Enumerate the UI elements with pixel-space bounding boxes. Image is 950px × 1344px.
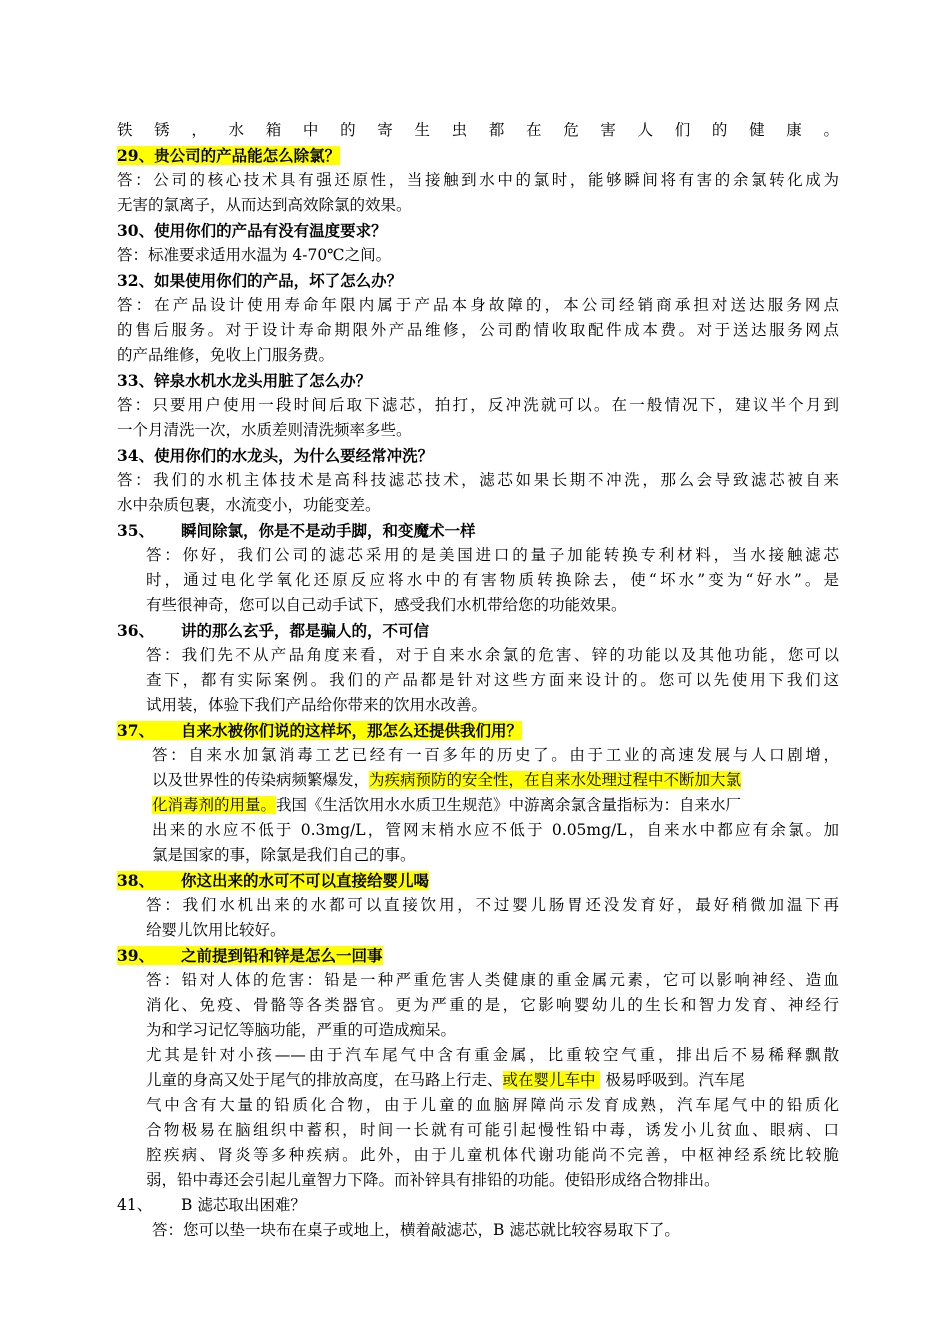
question-36 <box>117 618 839 643</box>
answer-line: 氯是国家的事，除氯是我们自己的事。 <box>152 846 416 864</box>
answer-line: 查下，都有实际案例。我们的产品都是针对这些方面来设计的。您可以先使用下我们这 <box>146 671 839 689</box>
answer-line: 合物极易在脑组织中蓄积，时间一长就有可能引起慢性铅中毒，诱发小儿贫血、眼病、口 <box>146 1121 839 1139</box>
answer-line: 的产品维修，免收上门服务费。 <box>117 346 335 364</box>
document-body <box>117 118 839 1243</box>
answer-line: 腔疾病、肾炎等多种疾病。此外，由于儿童机体代谢功能尚不完善，中枢神经系统比较脆 <box>146 1146 839 1164</box>
question-text: 讲的那么玄乎，都是骗人的，不可信 <box>181 621 430 640</box>
question-number: 41、 <box>117 1196 153 1214</box>
answer-line: 无害的氯离子，从而达到高效除氯的效果。 <box>117 196 412 214</box>
highlighted-text: 化消毒剂的用量。 <box>152 796 277 814</box>
answer-line: 答：公司的核心技术具有强还原性，当接触到水中的氯时，能够瞬间将有害的余氯转化成为 <box>117 171 839 189</box>
question-text: B 滤芯取出困难？ <box>181 1196 306 1214</box>
question-34: 34、使用你们的水龙头，为什么要经常冲洗？ <box>117 446 434 465</box>
question-number: 36、 <box>117 621 155 640</box>
answer-line: 的售后服务。对于设计寿命期限外产品维修，公司酌情收取配件成本费。对于送达服务网点 <box>117 321 839 339</box>
answer-line: 消化、免疫、骨骼等各类器官。更为严重的是，它影响婴幼儿的生长和智力发育、神经行 <box>146 996 839 1014</box>
question-text: 你这出来的水可不可以直接给婴儿喝 <box>181 871 430 890</box>
answer-line: 答：标准要求适用水温为 4-70℃之间。 <box>117 246 392 264</box>
question-33: 33、锌泉水机水龙头用脏了怎么办？ <box>117 371 372 390</box>
question-text: 之前提到铅和锌是怎么一回事 <box>181 946 383 965</box>
answer-line: 答：你好，我们公司的滤芯采用的是美国进口的量子加能转换专利材料，当水接触滤芯 <box>146 546 839 564</box>
answer-line <box>117 1068 839 1093</box>
question-number: 35、 <box>117 521 155 540</box>
question-38 <box>117 868 839 893</box>
question-text: 瞬间除氯，你是不是动手脚，和变魔术一样 <box>181 521 476 540</box>
answer-line <box>117 768 839 793</box>
question-number: 37、 <box>117 721 155 740</box>
answer-line: 答：您可以垫一块布在桌子或地上，横着敲滤芯，B 滤芯就比较容易取下了。 <box>152 1221 680 1239</box>
answer-line: 答：在产品设计使用寿命年限内属于产品本身故障的，本公司经销商承担对送达服务网点 <box>117 296 839 314</box>
question-number: 39、 <box>117 946 155 965</box>
question-text: 自来水被你们说的这样坏，那怎么还提供我们用？ <box>181 721 523 740</box>
question-highlight <box>117 946 383 965</box>
question-highlight <box>117 871 429 890</box>
answer-text: 以及世界性的传染病频繁爆发， <box>152 771 370 789</box>
answer-line: 答：只要用户使用一段时间后取下滤芯，拍打，反冲洗就可以。在一般情况下，建议半个月到 <box>117 396 839 414</box>
answer-line: 气中含有大量的铅质化合物，由于儿童的血脑屏障尚示发育成熟，汽车尾气中的铅质化 <box>146 1096 839 1114</box>
answer-line: 为和学习记忆等脑功能，严重的可造成痴呆。 <box>146 1021 457 1039</box>
question-number: 38、 <box>117 871 155 890</box>
answer-line: 给婴儿饮用比较好。 <box>146 921 286 939</box>
answer-line <box>117 793 839 818</box>
answer-text: 儿童的身高又处于尾气的排放高度，在马路上行走、 <box>146 1071 503 1089</box>
question-41 <box>117 1193 839 1218</box>
question-32: 32、如果使用你们的产品，坏了怎么办？ <box>117 271 403 290</box>
highlighted-text: 或在婴儿车中 <box>502 1071 601 1089</box>
text-line: 铁锈，水箱中的寄生虫都在危害人们的健康。 <box>117 121 839 139</box>
answer-line: 试用装，体验下我们产品给你带来的饮用水改善。 <box>146 696 488 714</box>
answer-line: 水中杂质包裹，水流变小，功能变差。 <box>117 496 381 514</box>
answer-line: 答：我们水机出来的水都可以直接饮用，不过婴儿肠胃还没发育好，最好稍微加温下再 <box>146 896 839 914</box>
question-30: 30、使用你们的产品有没有温度要求？ <box>117 221 387 240</box>
question-29 <box>117 143 839 168</box>
answer-line: 时，通过电化学氧化还原反应将水中的有害物质转换除去，使“坏水”变为“好水”。是 <box>146 571 839 589</box>
answer-line: 答：自来水加氯消毒工艺已经有一百多年的历史了。由于工业的高速发展与人口剧增， <box>152 746 839 764</box>
answer-text: 我国《生活饮用水水质卫生规范》中游离余氯含量指标为：自来水厂 <box>276 796 742 814</box>
answer-line: 有些很神奇，您可以自己动手试下，感受我们水机带给您的功能效果。 <box>146 596 627 614</box>
question-29-text: 29、贵公司的产品能怎么除氯？ <box>117 146 341 165</box>
answer-line: 答：我们的水机主体技术是高科技滤芯技术，滤芯如果长期不冲洗，那么会导致滤芯被自来 <box>117 471 839 489</box>
question-39 <box>117 943 839 968</box>
question-37 <box>117 718 839 743</box>
answer-line: 弱，铅中毒还会引起儿童智力下降。而补锌具有排铅的功能。使铅形成络合物排出。 <box>146 1171 720 1189</box>
answer-line: 答：铅对人体的危害：铅是一种严重危害人类健康的重金属元素，它可以影响神经、造血 <box>146 971 839 989</box>
question-35 <box>117 518 839 543</box>
answer-line: 答：我们先不从产品角度来看，对于自来水余氯的危害、锌的功能以及其他功能，您可以 <box>146 646 839 664</box>
highlighted-text: 为疾病预防的安全性，在自来水处理过程中不断加大氯 <box>369 771 742 789</box>
question-highlight <box>117 721 522 740</box>
answer-line: 出来的水应不低于 0.3mg/L，管网末梢水应不低于 0.05mg/L，自来水中都应有余氯。加 <box>152 821 839 839</box>
answer-line: 一个月清洗一次，水质差则清洗频率多些。 <box>117 421 412 439</box>
answer-text: 极易呼吸到。汽车尾 <box>600 1071 745 1089</box>
answer-line: 尤其是针对小孩——由于汽车尾气中含有重金属，比重较空气重，排出后不易稀释飘散 <box>146 1046 839 1064</box>
